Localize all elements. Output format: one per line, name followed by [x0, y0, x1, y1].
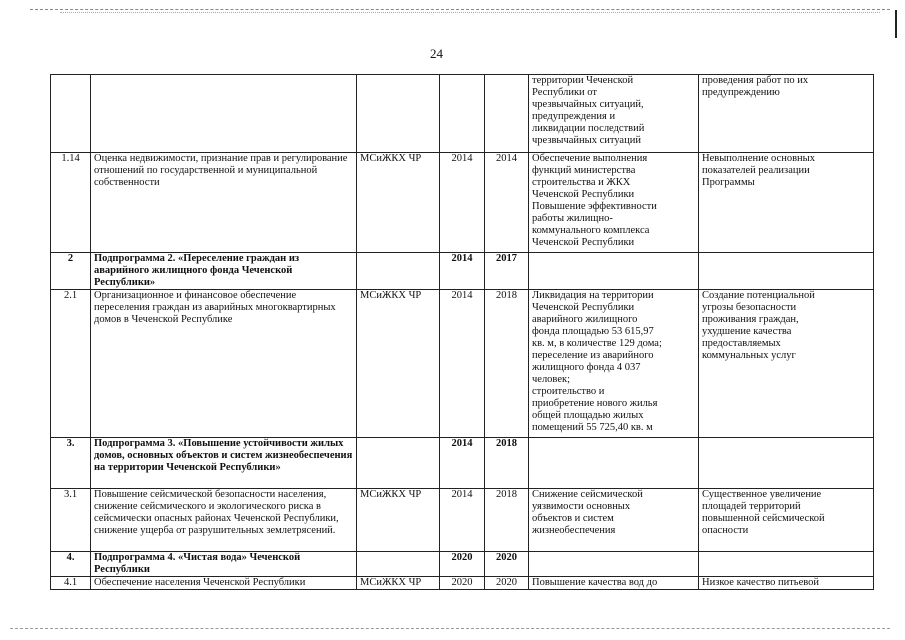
- subprogram-title: Подпрограмма 2. «Переселение граждан из аварийного жилищного фонда Чеченской Республики»: [91, 253, 357, 290]
- start-year: 2020: [440, 552, 485, 577]
- program-activities-table: [50, 74, 874, 590]
- executor: [357, 552, 440, 577]
- activity-name: [91, 75, 357, 153]
- executor: [357, 253, 440, 290]
- scan-edge-top-2: [60, 12, 880, 13]
- table-row-subprogram: [51, 438, 874, 489]
- subprogram-title: Подпрограмма 3. «Повышение устойчивости жилых домов, основных объектов и систем жизнеобеспечения на территории Чеченской Республики»: [91, 438, 357, 489]
- scan-edge-mark: [895, 10, 897, 38]
- end-year: [485, 75, 529, 153]
- table-row: [51, 290, 874, 438]
- activity-name: Обеспечение населения Чеченской Республики: [91, 577, 357, 590]
- end-year: 2017: [485, 253, 529, 290]
- row-number: [51, 75, 91, 153]
- row-number: 1.14: [51, 153, 91, 253]
- executor: МСиЖКХ ЧР: [357, 290, 440, 438]
- start-year: 2014: [440, 290, 485, 438]
- table-row: [51, 153, 874, 253]
- consequence: [699, 552, 874, 577]
- consequence: проведения работ по их предупреждению: [699, 75, 874, 153]
- scan-edge-bottom: [10, 628, 890, 629]
- executor: МСиЖКХ ЧР: [357, 577, 440, 590]
- expected-result: Обеспечение выполнения функций министерства строительства и ЖКХ Чеченской Республики Повышение эффективности работы жилищно- коммунального комплекса Чеченской Республики: [529, 153, 699, 253]
- executor: МСиЖКХ ЧР: [357, 153, 440, 253]
- table-row-subprogram: [51, 253, 874, 290]
- executor: [357, 75, 440, 153]
- start-year: 2020: [440, 577, 485, 590]
- end-year: 2014: [485, 153, 529, 253]
- activity-name: Организационное и финансовое обеспечение переселения граждан из аварийных многоквартирных домов в Чеченской Республике: [91, 290, 357, 438]
- expected-result: Снижение сейсмической уязвимости основных объектов и систем жизнеобеспечения: [529, 489, 699, 552]
- end-year: 2018: [485, 489, 529, 552]
- activity-name: Повышение сейсмической безопасности населения, снижение сейсмического и экологического риска в сейсмически опасных районах Чеченской Республики, снижение ущерба от разрушительных землетрясений.: [91, 489, 357, 552]
- consequence: Создание потенциальной угрозы безопасности проживания граждан, ухудшение качества предоставляемых коммунальных услуг: [699, 290, 874, 438]
- end-year: 2018: [485, 438, 529, 489]
- row-number: 4.1: [51, 577, 91, 590]
- start-year: 2014: [440, 153, 485, 253]
- start-year: 2014: [440, 253, 485, 290]
- consequence: [699, 438, 874, 489]
- executor: МСиЖКХ ЧР: [357, 489, 440, 552]
- start-year: 2014: [440, 438, 485, 489]
- expected-result: [529, 552, 699, 577]
- subprogram-title: Подпрограмма 4. «Чистая вода» Чеченской Республики: [91, 552, 357, 577]
- expected-result: Повышение качества вод до: [529, 577, 699, 590]
- row-number: 4.: [51, 552, 91, 577]
- activity-name: Оценка недвижимости, признание прав и регулирование отношений по государственной и муниципальной собственности: [91, 153, 357, 253]
- table-row: [51, 577, 874, 590]
- start-year: [440, 75, 485, 153]
- executor: [357, 438, 440, 489]
- expected-result: Ликвидация на территории Чеченской Республики аварийного жилищного фонда площадью 53 615,97 кв. м, в количестве 129 дома; переселение из аварийного жилищного фонда 4 037 человек; строительство и приобретение нового жилья общей площадью жилых помещений 55 725,40 кв. м: [529, 290, 699, 438]
- row-number: 2.1: [51, 290, 91, 438]
- expected-result: территории Чеченской Республики от чрезвычайных ситуаций, предупреждения и ликвидации последствий чрезвычайных ситуаций: [529, 75, 699, 153]
- expected-result: [529, 253, 699, 290]
- consequence: Существенное увеличение площадей территорий повышенной сейсмической опасности: [699, 489, 874, 552]
- end-year: 2020: [485, 577, 529, 590]
- row-number: 3.: [51, 438, 91, 489]
- scan-edge-top: [30, 9, 890, 10]
- consequence: [699, 253, 874, 290]
- table-row: [51, 489, 874, 552]
- end-year: 2020: [485, 552, 529, 577]
- consequence: Низкое качество питьевой: [699, 577, 874, 590]
- row-number: 2: [51, 253, 91, 290]
- start-year: 2014: [440, 489, 485, 552]
- end-year: 2018: [485, 290, 529, 438]
- row-number: 3.1: [51, 489, 91, 552]
- consequence: Невыполнение основных показателей реализации Программы: [699, 153, 874, 253]
- page-number: 24: [430, 46, 443, 61]
- expected-result: [529, 438, 699, 489]
- table-row: [51, 75, 874, 153]
- table-row-subprogram: [51, 552, 874, 577]
